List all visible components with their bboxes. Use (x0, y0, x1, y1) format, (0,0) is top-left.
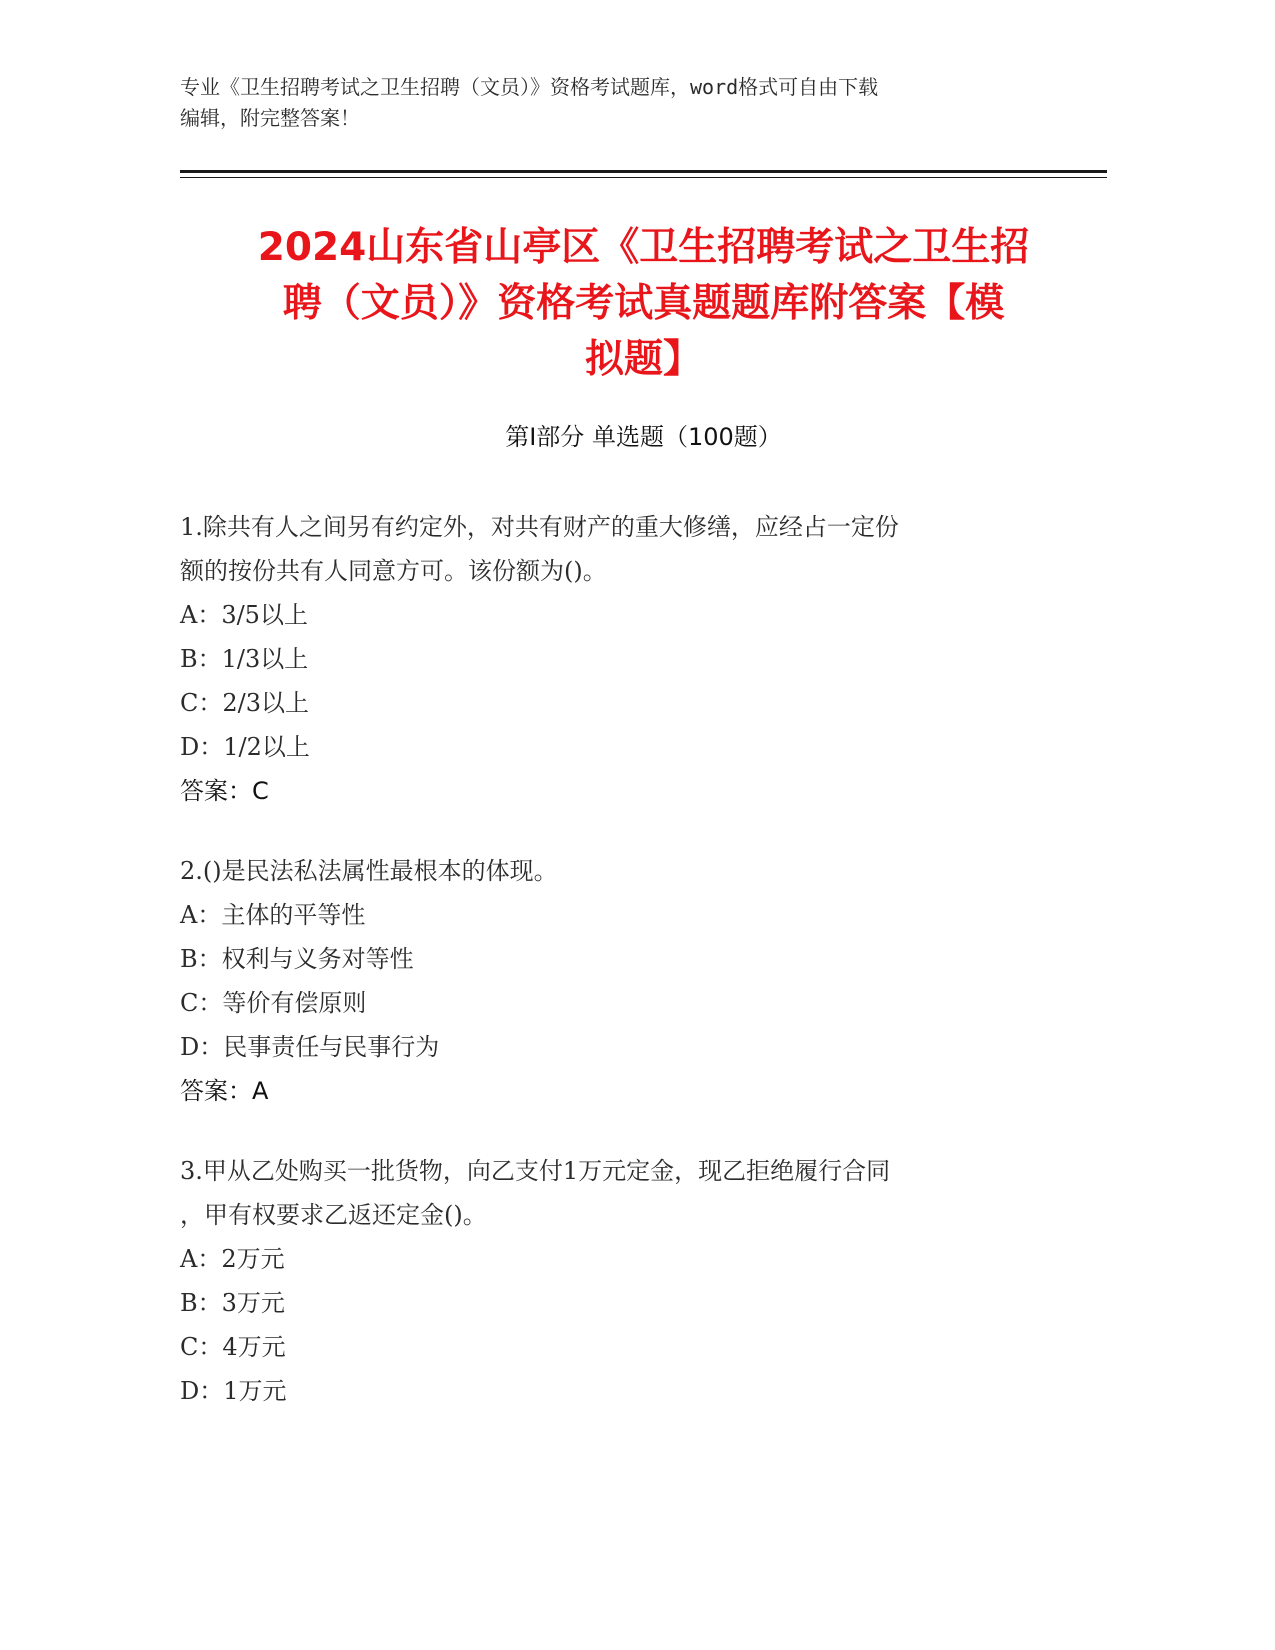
question-1 (180, 505, 1060, 813)
option-c: C：4万元 (180, 1333, 286, 1361)
option-c: C：2/3以上 (180, 689, 309, 717)
option-a: A：3/5以上 (180, 601, 308, 629)
section-title: 第Ⅰ部分 单选题（100题） (505, 423, 782, 451)
option-b: B：权利与义务对等性 (180, 945, 414, 973)
option-a: A：2万元 (180, 1245, 285, 1273)
question-stem: 2.()是民法私法属性最根本的体现。 (180, 857, 558, 885)
question-stem: 额的按份共有人同意方可。该份额为()。 (180, 557, 607, 585)
document-title-line: 拟题】 (584, 337, 702, 382)
option-b: B：3万元 (180, 1289, 285, 1317)
answer: 答案：C (180, 777, 269, 805)
answer: 答案：A (180, 1077, 269, 1105)
question-2 (180, 849, 1060, 1113)
header-divider-thin (180, 177, 1107, 178)
document-title (180, 220, 1107, 388)
document-title-line: 2024山东省山亭区《卫生招聘考试之卫生招 (257, 225, 1030, 270)
question-3 (180, 1149, 1060, 1413)
option-a: A：主体的平等性 (180, 901, 366, 929)
document-title-line: 聘（文员）》资格考试真题题库附答案【模 (282, 281, 1005, 326)
option-d: D：1万元 (180, 1377, 287, 1405)
header-note-line: 专业《卫生招聘考试之卫生招聘（文员）》资格考试题库，word格式可自由下载 (180, 75, 879, 99)
question-list (180, 505, 1060, 1449)
header-divider-thick (180, 170, 1107, 173)
question-stem: ，甲有权要求乙返还定金()。 (180, 1201, 487, 1229)
question-stem: 1.除共有人之间另有约定外，对共有财产的重大修缮，应经占一定份 (180, 513, 899, 541)
header-note (180, 72, 1060, 134)
option-b: B：1/3以上 (180, 645, 309, 673)
option-c: C：等价有偿原则 (180, 989, 367, 1017)
question-stem: 3.甲从乙处购买一批货物，向乙支付1万元定金，现乙拒绝履行合同 (180, 1157, 891, 1185)
header-note-line: 编辑，附完整答案！ (180, 106, 360, 130)
option-d: D：1/2以上 (180, 733, 310, 761)
option-d: D：民事责任与民事行为 (180, 1033, 440, 1061)
